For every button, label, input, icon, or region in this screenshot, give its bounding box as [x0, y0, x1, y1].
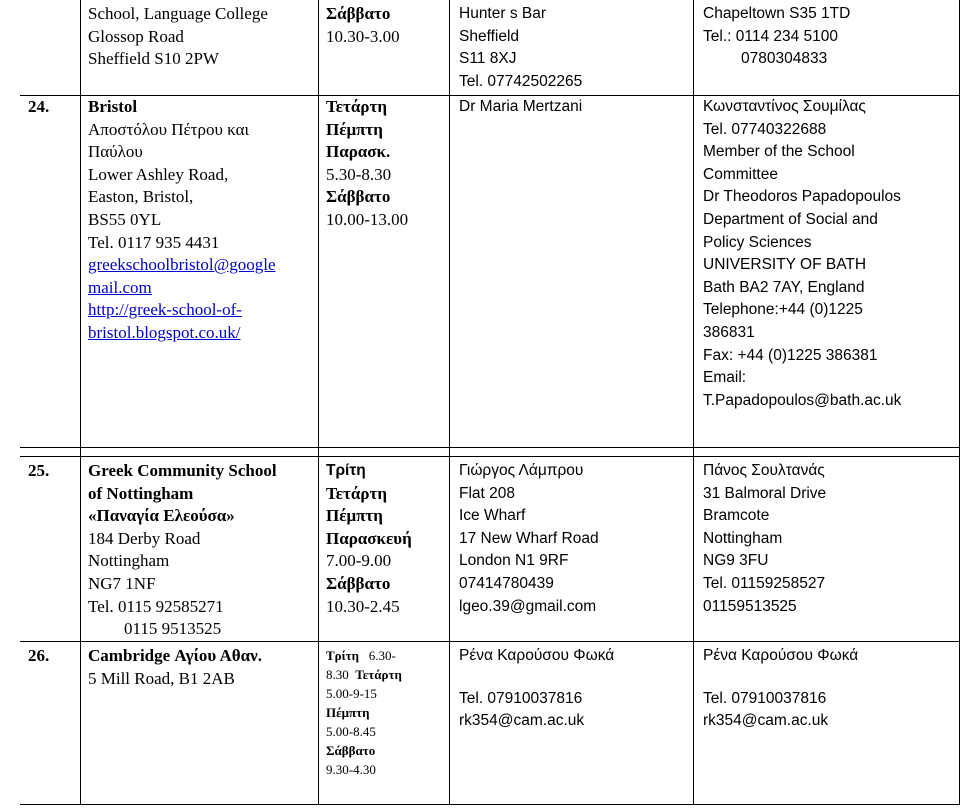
row-divider-25-bottom — [20, 456, 960, 457]
time-range: 7.00-9.00 — [326, 551, 392, 571]
school-address-line: 184 Derby Road — [88, 528, 201, 548]
contact-address-line: NG9 3FU — [703, 552, 769, 570]
contact-name: Κωνσταντίνος Σουμίλας — [703, 98, 866, 115]
time-range: 5.30-8.30 — [326, 164, 392, 184]
contact-email: rk354@cam.ac.uk — [703, 712, 829, 730]
time-range: 5.00-8.45 — [326, 724, 376, 739]
row25-school-cell — [88, 460, 277, 641]
col-divider-2 — [318, 0, 319, 805]
school-name: Greek Community School — [88, 461, 277, 480]
table-bottom-border — [20, 804, 960, 805]
teacher-email: rk354@cam.ac.uk — [459, 712, 585, 730]
teacher-email: lgeo.39@gmail.com — [459, 597, 597, 615]
school-address-line: Παύλου — [88, 142, 143, 162]
venue-line: Hunter s Bar — [459, 5, 547, 22]
contact-phone: Tel. 07740322688 — [703, 120, 827, 138]
teacher-address-line: London N1 9RF — [459, 552, 569, 570]
contact-line: 0780304833 — [741, 50, 828, 68]
contact-phone: Tel. 01159258527 — [703, 574, 826, 592]
school-address-line: Sheffield S10 2PW — [88, 49, 219, 69]
teacher-phone: 07414780439 — [459, 574, 554, 592]
contact-line: Member of the School — [703, 143, 855, 161]
day-label: Σάββατο — [326, 573, 391, 593]
top-venue-cell — [459, 3, 582, 93]
row-divider-26 — [20, 641, 960, 642]
contact-email: T.Papadopoulos@bath.ac.uk — [703, 391, 902, 409]
time-range: 9.30-4.30 — [326, 762, 376, 777]
teacher-name: Ρένα Καρούσου Φωκά — [459, 647, 615, 664]
day-label: Πέμπτη — [326, 119, 383, 139]
contact-line: Department of Social and — [703, 210, 878, 228]
contact-name: Ρένα Καρούσου Φωκά — [703, 647, 859, 664]
day-label: Παρασκευή — [326, 528, 412, 548]
school-address-line: Nottingham — [88, 551, 170, 571]
school-address-line: Αποστόλου Πέτρου και — [88, 119, 250, 139]
school-name: Cambridge Αγίου Αθαν. — [88, 646, 262, 665]
time-range: 10.30-2.45 — [326, 596, 400, 616]
row-divider-25-top — [20, 447, 960, 448]
day-label: Σάββατο — [326, 4, 391, 23]
school-phone: Tel. 0115 92585271 — [88, 596, 224, 616]
school-address-line: School, Language College — [88, 4, 268, 23]
time-range: 8.30 — [326, 667, 349, 682]
school-address-line: Glossop Road — [88, 26, 184, 46]
day-label: Τετάρτη — [326, 97, 387, 116]
contact-line: Committee — [703, 165, 778, 183]
row25-contact-cell — [703, 460, 826, 618]
row26-days-cell — [326, 646, 402, 779]
contact-line: Tel.: 0114 234 5100 — [703, 27, 839, 45]
school-name: of Nottingham — [88, 483, 194, 503]
day-label: Τρίτη — [326, 648, 360, 663]
teacher-address-line: Flat 208 — [459, 484, 516, 502]
school-address-line: BS55 0YL — [88, 209, 162, 229]
top-school-cell — [88, 3, 268, 71]
top-days-cell — [326, 3, 400, 48]
day-label: Σάββατο — [326, 187, 391, 207]
teacher-name: Γιώργος Λάμπρου — [459, 462, 584, 479]
row25-days-cell — [326, 460, 412, 618]
row26-contact-cell — [703, 645, 858, 733]
contact-line: Policy Sciences — [703, 233, 812, 251]
time-range: 10.00-13.00 — [326, 209, 409, 229]
teacher-name: Dr Maria Mertzani — [459, 98, 583, 115]
time-range: 6.30- — [368, 648, 396, 663]
contact-line: Email: — [703, 369, 747, 387]
teacher-address-line: 17 New Wharf Road — [459, 529, 599, 547]
school-phone: Tel. 0117 935 4431 — [88, 232, 220, 252]
teacher-phone: Tel. 07910037816 — [459, 689, 583, 707]
venue-line: S11 8XJ — [459, 50, 517, 68]
venue-line: Sheffield — [459, 27, 520, 45]
top-contact-cell — [703, 3, 850, 71]
col-divider-3 — [449, 0, 450, 805]
time-range: 5.00-9-15 — [326, 686, 377, 701]
day-label: Τρίτη — [326, 462, 366, 479]
school-address-line: NG7 1NF — [88, 573, 156, 593]
contact-line: Telephone:+44 (0)1225 — [703, 301, 863, 319]
row25-teacher-cell — [459, 460, 599, 618]
contact-line: Dr Theodoros Papadopoulos — [703, 188, 901, 206]
contact-line: Bath BA2 7AY, England — [703, 278, 865, 296]
school-name: Bristol — [88, 97, 138, 116]
row26-teacher-cell — [459, 645, 614, 733]
school-phone: 0115 9513525 — [124, 619, 222, 639]
school-website-link[interactable]: bristol.blogspot.co.uk/ — [88, 322, 241, 342]
contact-address-line: 31 Balmoral Drive — [703, 484, 827, 502]
row-number-26: 26. — [28, 646, 50, 665]
day-label: Παρασκ. — [326, 142, 391, 162]
col-divider-4 — [693, 0, 694, 805]
row-number-24: 24. — [28, 97, 50, 116]
school-address-line: 5 Mill Road, B1 2AB — [88, 668, 235, 688]
school-email-link[interactable]: greekschoolbristol@google — [88, 255, 276, 275]
school-email-link[interactable]: mail.com — [88, 277, 152, 297]
day-label: Πέμπτη — [326, 705, 370, 720]
contact-line: Fax: +44 (0)1225 386381 — [703, 346, 878, 364]
row24-teacher-cell — [459, 96, 582, 119]
row24-contact-cell — [703, 96, 901, 412]
row24-school-cell — [88, 96, 276, 345]
row24-days-cell — [326, 96, 408, 232]
contact-address-line: Nottingham — [703, 529, 783, 547]
school-website-link[interactable]: http://greek-school-of- — [88, 300, 242, 320]
contact-phone: Tel. 07910037816 — [703, 689, 827, 707]
time-range: 10.30-3.00 — [326, 26, 400, 46]
contact-line: Chapeltown S35 1TD — [703, 5, 851, 22]
venue-line: Tel. 07742502265 — [459, 72, 583, 90]
contact-address-line: Bramcote — [703, 507, 770, 525]
contact-phone: 01159513525 — [703, 597, 797, 615]
contact-line: UNIVERSITY OF BATH — [703, 256, 867, 274]
row-number-25: 25. — [28, 461, 50, 480]
day-label: Σάββατο — [326, 743, 376, 758]
school-address-line: Lower Ashley Road, — [88, 164, 229, 184]
contact-name: Πάνος Σουλτανάς — [703, 462, 825, 479]
school-address-line: Easton, Bristol, — [88, 187, 194, 207]
day-label: Τετάρτη — [326, 483, 387, 503]
school-name: «Παναγία Ελεούσα» — [88, 506, 235, 526]
col-divider-1 — [80, 0, 81, 805]
day-label: Πέμπτη — [326, 506, 383, 526]
teacher-address-line: Ice Wharf — [459, 507, 526, 525]
row26-school-cell — [88, 645, 262, 690]
contact-line: 386831 — [703, 323, 755, 341]
day-label: Τετάρτη — [355, 667, 402, 682]
